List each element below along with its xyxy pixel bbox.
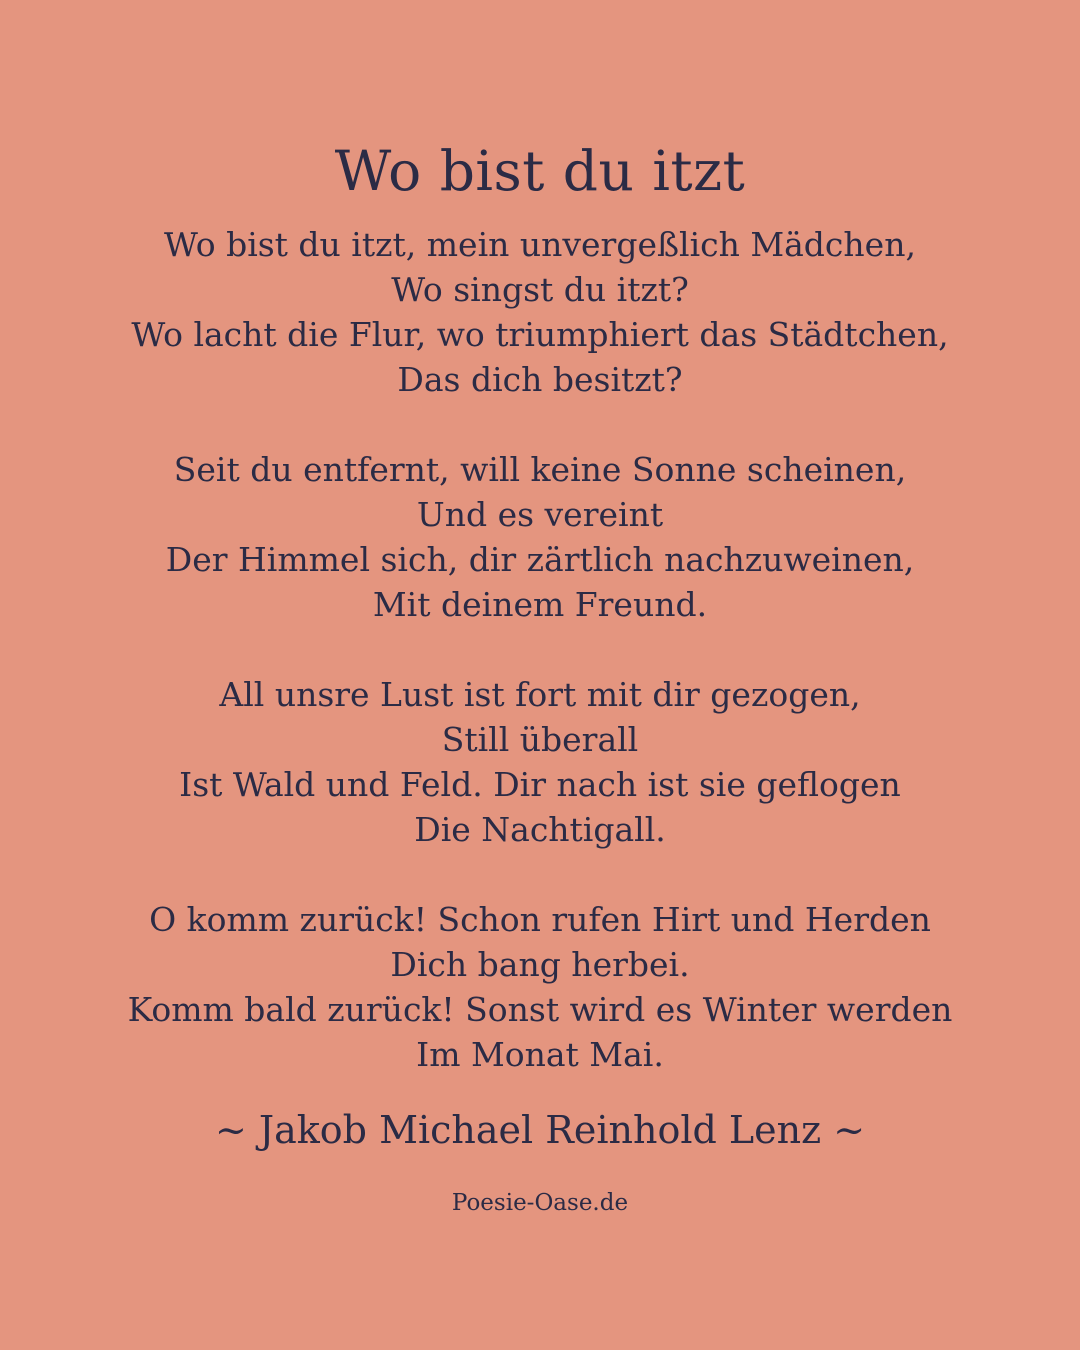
stanza-3 <box>0 672 1080 852</box>
poem-line: Seit du entfernt, will keine Sonne scheinen, <box>173 450 907 489</box>
poem-line: Im Monat Mai. <box>416 1035 664 1074</box>
poem-line: Dich bang herbei. <box>390 945 690 984</box>
poem-line: Still überall <box>441 720 639 759</box>
source-website: Poesie-Oase.de <box>451 1190 629 1216</box>
poem-line: Der Himmel sich, dir zärtlich nachzuweinen, <box>165 540 915 579</box>
poem-line: Ist Wald und Feld. Dir nach ist sie geflogen <box>179 765 901 804</box>
poem-line: Wo bist du itzt, mein unvergeßlich Mädchen, <box>164 225 916 264</box>
stanza-1 <box>0 222 1080 402</box>
poem-line: Wo singst du itzt? <box>391 270 689 309</box>
poem-line: All unsre Lust ist fort mit dir gezogen, <box>219 675 861 714</box>
poem-line: Mit deinem Freund. <box>372 585 708 624</box>
poem-title: Wo bist du itzt <box>334 139 746 203</box>
poem-line: Und es vereint <box>416 495 664 534</box>
poem-line: Das dich besitzt? <box>397 360 683 399</box>
stanza-2 <box>0 447 1080 627</box>
poem-line: Wo lacht die Flur, wo triumphiert das Städtchen, <box>131 315 949 354</box>
poem-line: Komm bald zurück! Sonst wird es Winter werden <box>127 990 953 1029</box>
poem-body <box>0 222 1080 1122</box>
poem-line: Die Nachtigall. <box>414 810 666 849</box>
poem-line: O komm zurück! Schon rufen Hirt und Herden <box>149 900 931 939</box>
poem-author: ~ Jakob Michael Reinhold Lenz ~ <box>214 1108 866 1152</box>
stanza-4 <box>0 897 1080 1077</box>
